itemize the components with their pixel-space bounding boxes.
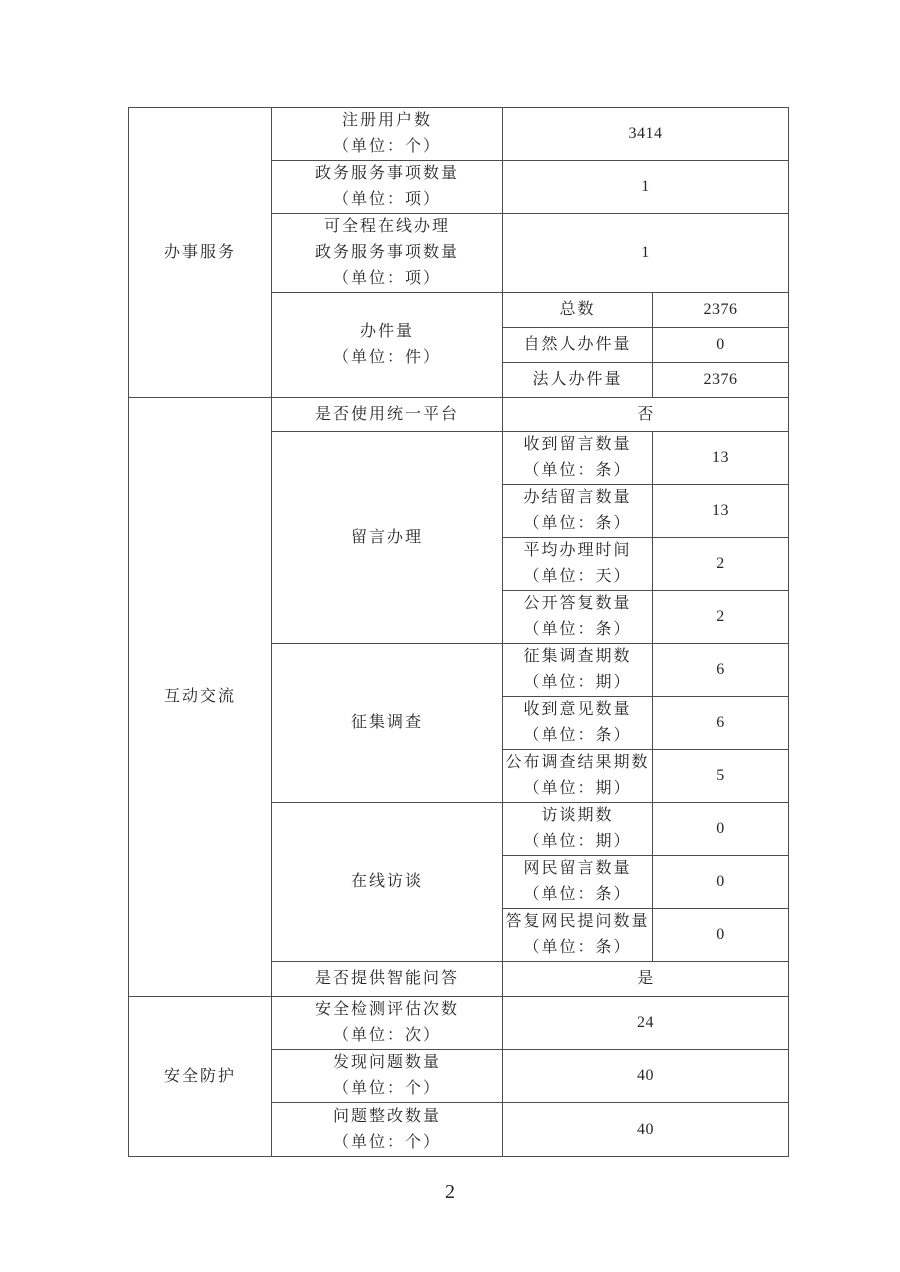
item-label-line: 政务服务事项数量 bbox=[314, 244, 459, 261]
category-cell-service: 办事服务 bbox=[129, 108, 272, 398]
item-label-line: 办件量 bbox=[359, 323, 414, 340]
sub-label-cell bbox=[503, 432, 653, 485]
sub-label-line: 答复网民提问数量 bbox=[505, 913, 650, 930]
report-table bbox=[128, 107, 789, 1157]
value-cell: 2376 bbox=[653, 293, 789, 328]
item-label-line: 问题整改数量 bbox=[332, 1107, 441, 1125]
item-label-cell bbox=[272, 1050, 503, 1103]
value-cell: 0 bbox=[653, 328, 789, 363]
sub-label-cell bbox=[503, 697, 653, 750]
sub-label-line: 办结留言数量 bbox=[523, 489, 632, 506]
sub-unit-line: （单位：天） bbox=[523, 568, 632, 585]
sub-label-cell bbox=[503, 591, 653, 644]
item-unit-line: （单位：次） bbox=[332, 1027, 441, 1044]
item-unit-line: （单位：个） bbox=[332, 138, 441, 155]
sub-unit-line: （单位：期） bbox=[523, 674, 632, 691]
item-label-line: 可全程在线办理 bbox=[323, 218, 450, 235]
value-cell: 0 bbox=[653, 909, 789, 962]
sub-label-cell bbox=[503, 538, 653, 591]
item-label-cell: 是否使用统一平台 bbox=[272, 398, 503, 432]
item-label-cell: 征集调查 bbox=[272, 644, 503, 803]
sub-label-line: 公布调查结果期数 bbox=[505, 754, 650, 771]
sub-label-cell: 法人办件量 bbox=[503, 363, 653, 398]
item-label-cell bbox=[272, 1103, 503, 1157]
value-cell: 40 bbox=[503, 1103, 789, 1157]
value-cell: 0 bbox=[653, 803, 789, 856]
item-unit-line: （单位：个） bbox=[332, 1080, 441, 1097]
value-cell: 24 bbox=[503, 997, 789, 1050]
sub-label-cell: 总数 bbox=[503, 293, 653, 328]
sub-unit-line: （单位：条） bbox=[523, 886, 632, 903]
value-cell: 0 bbox=[653, 856, 789, 909]
value-cell: 5 bbox=[653, 750, 789, 803]
sub-unit-line: （单位：条） bbox=[523, 939, 632, 956]
sub-unit-line: （单位：期） bbox=[523, 780, 632, 797]
item-unit-line: （单位：件） bbox=[332, 349, 441, 366]
item-label-cell bbox=[272, 997, 503, 1050]
value-cell: 6 bbox=[653, 697, 789, 750]
sub-label-cell bbox=[503, 909, 653, 962]
sub-label-cell bbox=[503, 750, 653, 803]
sub-label-cell bbox=[503, 803, 653, 856]
value-cell: 否 bbox=[503, 398, 789, 432]
category-cell-interaction: 互动交流 bbox=[129, 398, 272, 997]
value-cell: 3414 bbox=[503, 108, 789, 161]
item-unit-line: （单位：项） bbox=[332, 270, 441, 287]
item-label-cell bbox=[272, 214, 503, 293]
value-cell: 2 bbox=[653, 591, 789, 644]
value-cell: 1 bbox=[503, 214, 789, 293]
item-label-cell bbox=[272, 108, 503, 161]
category-cell-security: 安全防护 bbox=[129, 997, 272, 1157]
sub-unit-line: （单位：条） bbox=[523, 515, 632, 532]
value-cell: 2 bbox=[653, 538, 789, 591]
item-label-cell: 是否提供智能问答 bbox=[272, 962, 503, 997]
value-cell: 2376 bbox=[653, 363, 789, 398]
item-label-line: 发现问题数量 bbox=[332, 1054, 441, 1071]
sub-label-line: 公开答复数量 bbox=[523, 595, 632, 612]
sub-label-line: 收到留言数量 bbox=[523, 436, 632, 453]
item-label-line: 政务服务事项数量 bbox=[314, 165, 459, 182]
value-cell: 是 bbox=[503, 962, 789, 997]
item-label-cell: 在线访谈 bbox=[272, 803, 503, 962]
value-cell: 6 bbox=[653, 644, 789, 697]
value-cell: 40 bbox=[503, 1050, 789, 1103]
sub-label-cell bbox=[503, 644, 653, 697]
sub-unit-line: （单位：条） bbox=[523, 621, 632, 638]
item-label-line: 注册用户数 bbox=[341, 112, 432, 129]
value-cell: 13 bbox=[653, 432, 789, 485]
value-cell: 1 bbox=[503, 161, 789, 214]
sub-label-cell bbox=[503, 856, 653, 909]
item-label-cell: 留言办理 bbox=[272, 432, 503, 644]
sub-label-line: 网民留言数量 bbox=[523, 860, 632, 877]
sub-label-line: 征集调查期数 bbox=[523, 648, 632, 665]
sub-unit-line: （单位：条） bbox=[523, 727, 632, 744]
value-cell: 13 bbox=[653, 485, 789, 538]
sub-unit-line: （单位：期） bbox=[523, 833, 632, 850]
sub-unit-line: （单位：条） bbox=[523, 462, 632, 479]
sub-label-cell bbox=[503, 485, 653, 538]
sub-label-line: 平均办理时间 bbox=[523, 542, 632, 559]
item-unit-line: （单位：个） bbox=[332, 1133, 441, 1151]
sub-label-line: 访谈期数 bbox=[541, 807, 614, 824]
item-label-cell bbox=[272, 161, 503, 214]
page-number: 2 bbox=[445, 1181, 455, 1203]
sub-label-line: 收到意见数量 bbox=[523, 701, 632, 718]
item-label-cell bbox=[272, 293, 503, 398]
sub-label-cell: 自然人办件量 bbox=[503, 328, 653, 363]
item-unit-line: （单位：项） bbox=[332, 191, 441, 208]
item-label-line: 安全检测评估次数 bbox=[314, 1001, 459, 1018]
